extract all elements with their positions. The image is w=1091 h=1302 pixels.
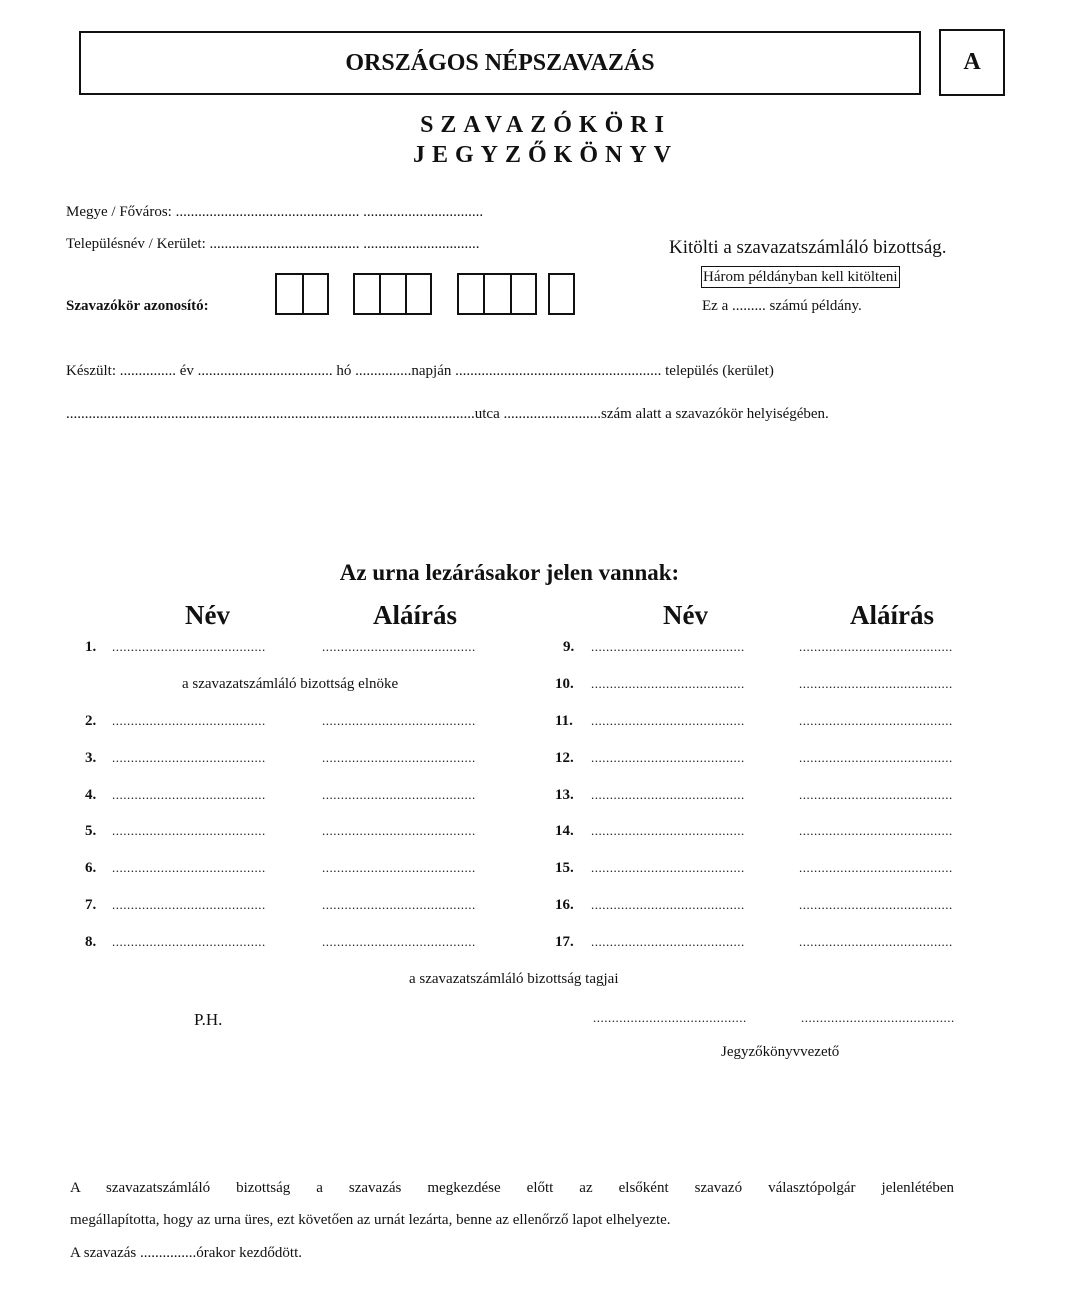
- signature-line[interactable]: .........................................: [799, 860, 953, 875]
- name-line[interactable]: .........................................: [591, 934, 745, 949]
- name-line[interactable]: .........................................: [112, 750, 266, 765]
- row-number: 10.: [555, 676, 574, 692]
- megye-field[interactable]: Megye / Főváros: ................................................. ................................: [66, 204, 484, 220]
- row-number: 8.: [85, 934, 97, 950]
- signature-line[interactable]: .........................................: [322, 639, 476, 654]
- kitolti-note: Kitölti a szavazatszámláló bizottság.: [669, 237, 947, 258]
- name-line[interactable]: .........................................: [112, 639, 266, 654]
- row-number: 3.: [85, 750, 97, 766]
- peldany-szam-field[interactable]: Ez a ......... számú példány.: [702, 298, 862, 314]
- row-number: 11.: [555, 713, 573, 729]
- signature-line[interactable]: .........................................: [799, 934, 953, 949]
- name-line[interactable]: .........................................: [591, 823, 745, 838]
- harom-peldany-note: Három példányban kell kitölteni: [701, 266, 900, 288]
- signature-line[interactable]: .........................................: [799, 823, 953, 838]
- row-number: 17.: [555, 934, 574, 950]
- doc-title-line1: SZAVAZÓKÖRI: [420, 112, 671, 138]
- azonosito-label: Szavazókör azonosító:: [66, 298, 209, 314]
- name-line[interactable]: .........................................: [591, 860, 745, 875]
- signature-line[interactable]: .........................................: [322, 823, 476, 838]
- name-line[interactable]: .........................................: [591, 750, 745, 765]
- row-number: 13.: [555, 787, 574, 803]
- telepules-field[interactable]: Településnév / Kerület: ........................................ ...............................: [66, 236, 480, 252]
- row-number: 14.: [555, 823, 574, 839]
- signature-line[interactable]: .........................................: [322, 713, 476, 728]
- id-box-group-3[interactable]: [457, 273, 537, 315]
- name-line[interactable]: .........................................: [112, 860, 266, 875]
- row-number: 6.: [85, 860, 97, 876]
- signature-line[interactable]: .........................................: [799, 639, 953, 654]
- signature-line[interactable]: .........................................: [799, 750, 953, 765]
- row-number: 7.: [85, 897, 97, 913]
- tagjai-label: a szavazatszámláló bizottság tagjai: [409, 971, 619, 987]
- keszult-line2[interactable]: .............................................................................................................utca ..........................szám alatt a szavazókör helyiségében.: [66, 406, 829, 422]
- name-line[interactable]: .........................................: [591, 897, 745, 912]
- name-line[interactable]: .........................................: [112, 787, 266, 802]
- signature-line[interactable]: .........................................: [322, 934, 476, 949]
- name-line[interactable]: .........................................: [112, 713, 266, 728]
- name-line[interactable]: .........................................: [112, 897, 266, 912]
- signature-line[interactable]: .........................................: [799, 787, 953, 802]
- col-header-alairas-left: Aláírás: [373, 600, 457, 630]
- row-number: 15.: [555, 860, 574, 876]
- row-number: 5.: [85, 823, 97, 839]
- row-number: 1.: [85, 639, 97, 655]
- name-line[interactable]: .........................................: [591, 787, 745, 802]
- name-line[interactable]: .........................................: [591, 676, 745, 691]
- signature-line[interactable]: .........................................: [799, 713, 953, 728]
- signature-line[interactable]: .........................................: [322, 750, 476, 765]
- elnoke-label: a szavazatszámláló bizottság elnöke: [182, 676, 399, 692]
- col-header-nev-left: Név: [185, 600, 230, 630]
- name-line[interactable]: .........................................: [591, 639, 745, 654]
- id-box-group-2[interactable]: [353, 273, 432, 315]
- signature-line[interactable]: .........................................: [322, 860, 476, 875]
- form-title: ORSZÁGOS NÉPSZAVAZÁS: [79, 31, 921, 95]
- footer-line2: megállapította, hogy az urna üres, ezt követően az urnát lezárta, benne az ellenőrző lapot elhelyezte.: [70, 1212, 671, 1228]
- jegyzokonyvvezeto-label: Jegyzőkönyvvezető: [721, 1044, 840, 1060]
- row-number: 12.: [555, 750, 574, 766]
- name-line[interactable]: .........................................: [591, 713, 745, 728]
- signature-line[interactable]: .........................................: [322, 787, 476, 802]
- name-line[interactable]: .........................................: [112, 934, 266, 949]
- row-number: 16.: [555, 897, 574, 913]
- ph-stamp-label: P.H.: [194, 1010, 223, 1029]
- footer-line1: A szavazatszámláló bizottság a szavazás megkezdése előtt az elsőként szavazó választópolgár jelenlétében: [70, 1180, 954, 1196]
- doc-title-line2: JEGYZŐKÖNYV: [412, 142, 678, 168]
- present-heading: Az urna lezárásakor jelen vannak:: [339, 560, 680, 585]
- id-box-group-4[interactable]: [548, 273, 575, 315]
- name-line[interactable]: .........................................: [112, 823, 266, 838]
- row-number: 2.: [85, 713, 97, 729]
- row-number: 4.: [85, 787, 97, 803]
- col-header-alairas-right: Aláírás: [850, 600, 934, 630]
- start-time-field[interactable]: A szavazás ...............órakor kezdődött.: [70, 1245, 303, 1261]
- col-header-nev-right: Név: [663, 600, 708, 630]
- recorder-signature-line[interactable]: .........................................: [801, 1010, 955, 1025]
- signature-line[interactable]: .........................................: [799, 676, 953, 691]
- signature-line[interactable]: .........................................: [322, 897, 476, 912]
- row-number: 9.: [563, 639, 575, 655]
- signature-line[interactable]: .........................................: [799, 897, 953, 912]
- keszult-line1[interactable]: Készült: ............... év .................................... hó ...............napján ....................................................... település (kerület): [66, 363, 774, 379]
- form-variant-letter: A: [939, 29, 1005, 96]
- id-box-group-1[interactable]: [275, 273, 329, 315]
- recorder-name-line[interactable]: .........................................: [593, 1010, 747, 1025]
